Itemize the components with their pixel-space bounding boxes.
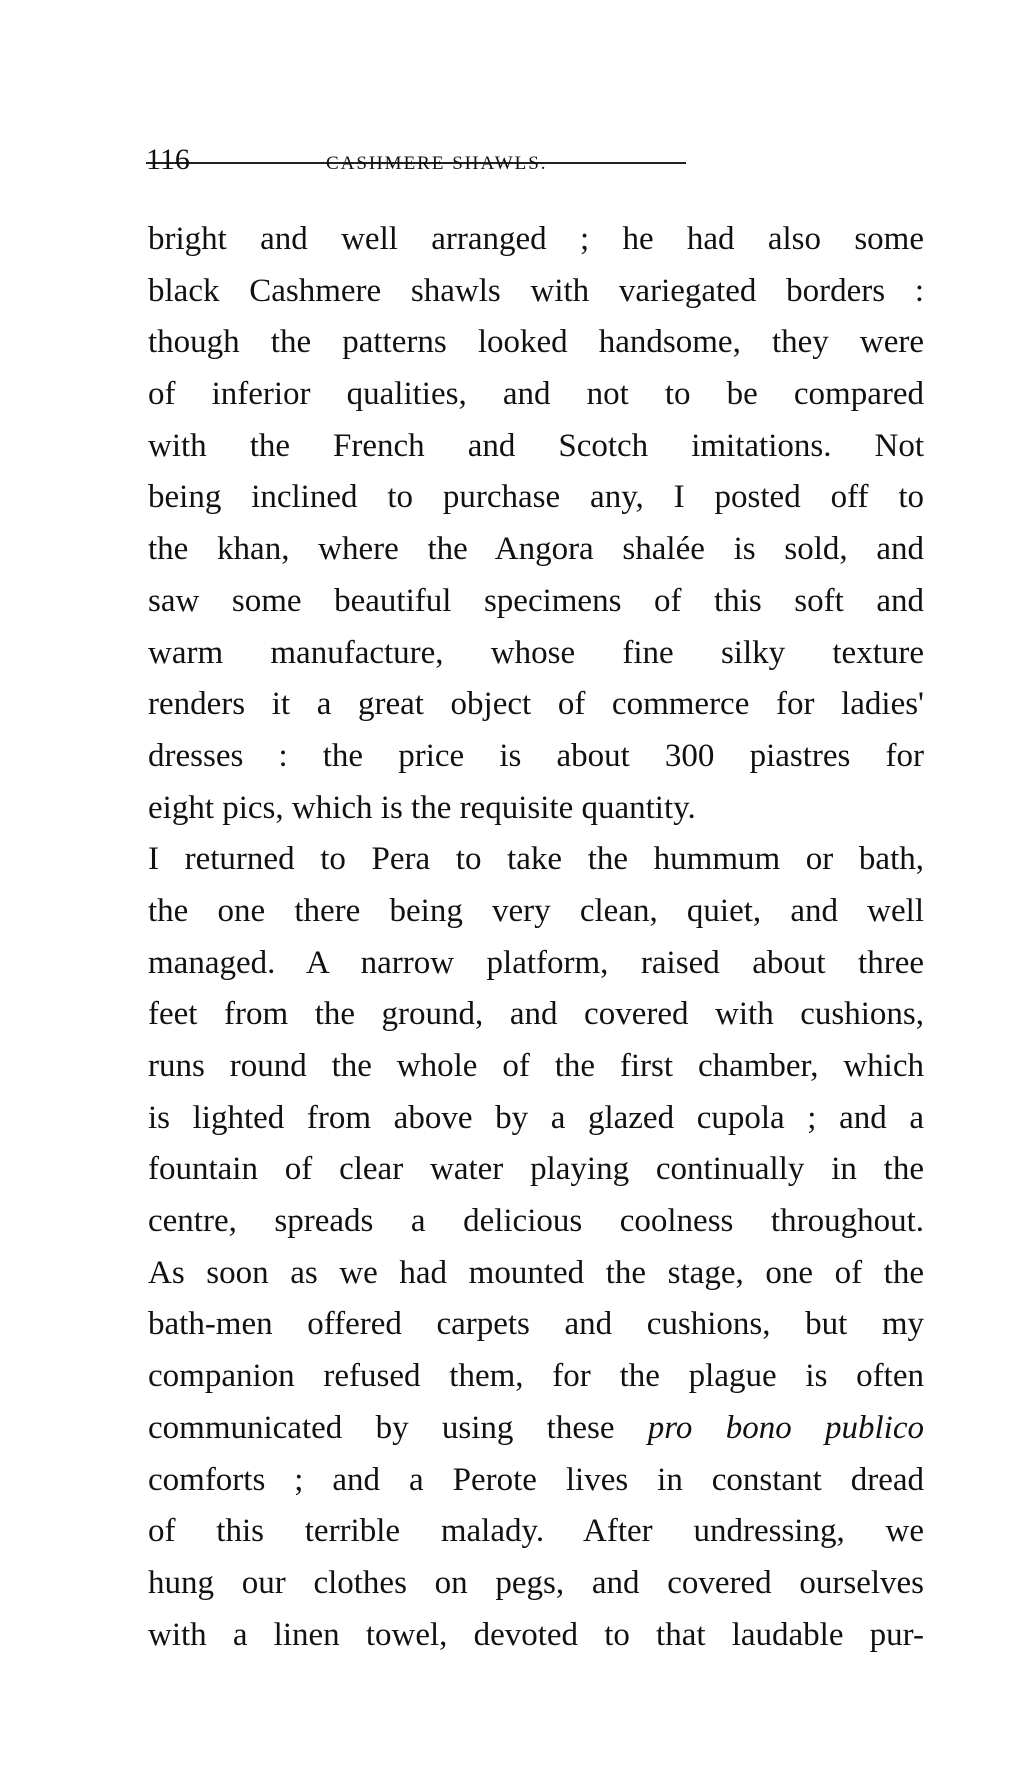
- text-line: bath-men offered carpets and cushions, but my: [148, 1306, 924, 1343]
- text-line: though the patterns looked handsome, they were: [148, 324, 924, 361]
- text-line: saw some beautiful specimens of this soft and: [148, 582, 924, 619]
- paragraph-2-end: [148, 1455, 924, 1662]
- text-line: with the French and Scotch imitations. Not: [148, 427, 924, 464]
- text-line: feet from the ground, and covered with cushions,: [148, 996, 924, 1033]
- text-line: being inclined to purchase any, I posted off to: [148, 479, 924, 516]
- text-line: renders it a great object of commerce for ladies': [148, 686, 924, 723]
- running-header: [146, 140, 686, 180]
- text-line: runs round the whole of the first chamber, which: [148, 1048, 924, 1084]
- text-line: centre, spreads a delicious coolness throughout.: [148, 1203, 924, 1240]
- text-line: eight pics, which is the requisite quantity.: [148, 789, 696, 826]
- text-line: hung our clothes on pegs, and covered ourselves: [148, 1564, 924, 1601]
- page-body: [148, 214, 924, 1661]
- text-line: of this terrible malady. After undressing, we: [148, 1513, 924, 1550]
- text-line: with a linen towel, devoted to that laudable pur-: [148, 1616, 924, 1653]
- text-line: comforts ; and a Perote lives in constant dread: [148, 1461, 924, 1498]
- paragraph-1: [148, 214, 924, 834]
- text-line: companion refused them, for the plague is often: [148, 1358, 924, 1395]
- text-line: I returned to Pera to take the hummum or bath,: [148, 841, 924, 878]
- italic-phrase: pro bono publico: [647, 1409, 925, 1446]
- text-line: warm manufacture, whose fine silky texture: [148, 634, 924, 671]
- paragraph-2: [148, 834, 924, 1403]
- text-line: black Cashmere shawls with variegated borders :: [148, 272, 924, 309]
- text-line: the khan, where the Angora shalée is sold, and: [148, 531, 924, 568]
- text-line: managed. A narrow platform, raised about three: [148, 944, 924, 981]
- text-line: fountain of clear water playing continually in the: [148, 1151, 924, 1188]
- text-line: is lighted from above by a glazed cupola ; and a: [148, 1099, 924, 1136]
- text-line: bright and well arranged ; he had also some: [148, 221, 924, 257]
- text-line: dresses : the price is about 300 piastres for: [148, 737, 924, 774]
- text-line: [148, 1403, 924, 1455]
- text-span: communicated by using these: [148, 1409, 648, 1446]
- page-number: 116: [146, 143, 190, 176]
- text-line: the one there being very clean, quiet, and well: [148, 892, 924, 929]
- running-title: CASHMERE SHAWLS.: [326, 153, 548, 174]
- text-line: of inferior qualities, and not to be compared: [148, 376, 924, 413]
- text-line: As soon as we had mounted the stage, one of the: [148, 1254, 924, 1291]
